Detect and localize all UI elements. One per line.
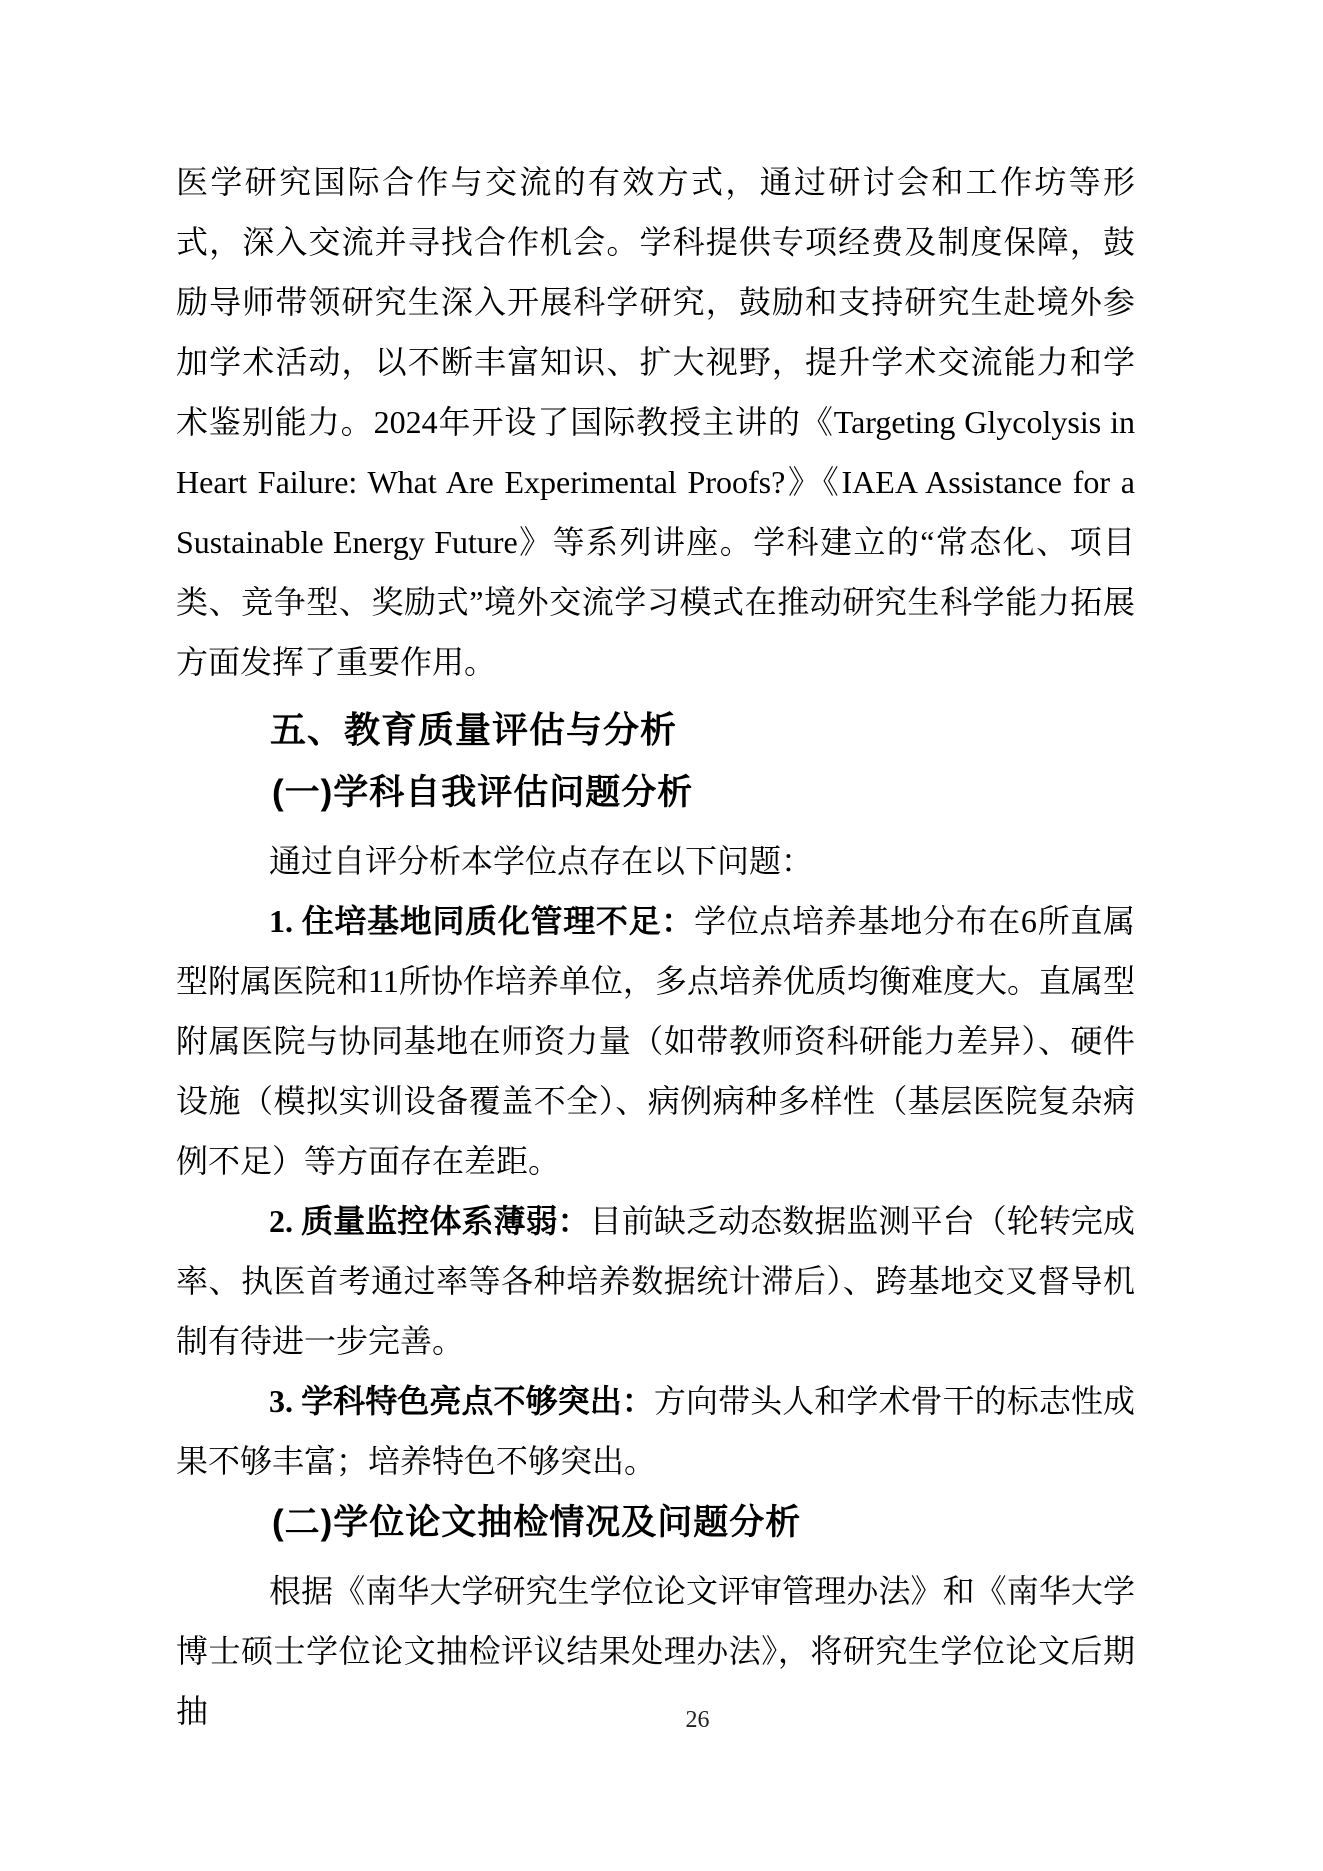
document-body — [176, 152, 1135, 1741]
chapter-heading: 五、教育质量评估与分析 — [270, 709, 678, 750]
page-number: 26 — [685, 1707, 710, 1733]
text-run-bold: 3. 学科特色亮点不够突出： — [269, 1383, 654, 1419]
paragraph — [176, 152, 1135, 692]
section-heading: (二)学位论文抽检情况及问题分析 — [272, 1503, 802, 1542]
paragraph — [176, 831, 1135, 891]
text-run: 通过自评分析本学位点存在以下问题： — [269, 843, 814, 879]
paragraph — [176, 891, 1135, 1191]
text-run-bold: 1. 住培基地同质化管理不足： — [269, 903, 694, 939]
text-run: 医学研究国际合作与交流的有效方式，通过研讨会和工作坊等形式，深入交流并寻找合作机会。学科提供专项经费及制度保障，鼓励导师带领研究生深入开展科学研究，鼓励和支持研究生赴境外参加学术活动，以不断丰富知识、扩大视野，提升学术交流能力和学术鉴别能力。2024年开设了国际教授主讲的《Targeting Glycolysis in Heart Failure: What Are Experimental Proofs?》《IAEA Assistance for a Sustainable Energy Future》等系列讲座。学科建立的“常态化、项目类、竞争型、奖励式”境外交流学习模式在推动研究生科学能力拓展方面发挥了重要作用。 — [176, 164, 1135, 680]
paragraph — [176, 1371, 1135, 1491]
text-run: 学位点培养基地分布在6所直属型附属医院和11所协作培养单位，多点培养优质均衡难度大。直属型附属医院与协同基地在师资力量（如带教师资科研能力差异）、硬件设施（模拟实训设备覆盖不全）、病例病种多样性（基层医院复杂病例不足）等方面存在差距。 — [176, 903, 1135, 1179]
section-heading: (一)学科自我评估问题分析 — [272, 773, 694, 812]
text-run: 根据《南华大学研究生学位论文评审管理办法》和《南华大学博士硕士学位论文抽检评议结果处理办法》，将研究生学位论文后期抽 — [176, 1573, 1135, 1729]
text-run: 方向带头人和学术骨干的标志性成果不够丰富；培养特色不够突出。 — [176, 1383, 1135, 1479]
text-run: 目前缺乏动态数据监测平台（轮转完成率、执医首考通过率等各种培养数据统计滞后）、跨基地交叉督导机制有待进一步完善。 — [176, 1203, 1135, 1359]
paragraph — [176, 1191, 1135, 1371]
text-run-bold: 2. 质量监控体系薄弱： — [269, 1203, 590, 1239]
